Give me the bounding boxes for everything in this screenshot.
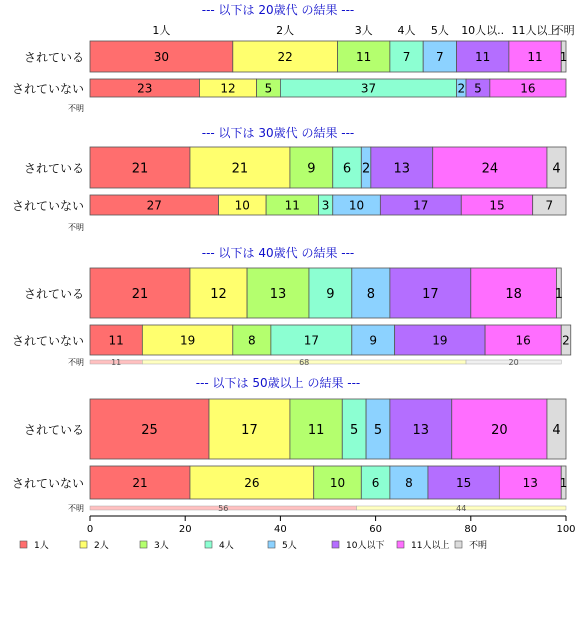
unknown-value-label: 44 bbox=[456, 504, 467, 513]
top-category-label: 1人 bbox=[152, 24, 171, 37]
legend-swatch bbox=[140, 541, 147, 548]
unknown-row-label: 不明 bbox=[68, 358, 84, 367]
segment-value-label: 27 bbox=[146, 198, 162, 213]
segment-value-label: 8 bbox=[248, 333, 256, 348]
segment-value-label: 2 bbox=[361, 161, 371, 177]
segment-value-label: 13 bbox=[412, 422, 430, 438]
segment-value-label: 13 bbox=[393, 161, 411, 177]
segment-value-label: 26 bbox=[244, 476, 260, 491]
segment-value-label: 21 bbox=[231, 161, 249, 177]
segment-value-label: 10 bbox=[329, 476, 346, 491]
legend-label: 10人以下 bbox=[346, 541, 385, 551]
legend-swatch bbox=[80, 541, 87, 548]
segment-value-label: 12 bbox=[210, 286, 227, 302]
segment-value-label: 12 bbox=[220, 81, 236, 96]
segment-value-label: 10 bbox=[234, 198, 250, 213]
row-label: されている bbox=[23, 50, 84, 65]
segment-value-label: 11 bbox=[307, 422, 325, 438]
legend-label: 1人 bbox=[34, 541, 49, 551]
unknown-value-label: 20 bbox=[508, 358, 519, 367]
segment-value-label: 4 bbox=[552, 161, 561, 177]
segment-value-label: 21 bbox=[131, 161, 149, 177]
segment-value-label: 11 bbox=[108, 333, 124, 348]
x-tick-label: 20 bbox=[178, 524, 192, 535]
segment-value-label: 13 bbox=[269, 286, 287, 302]
segment-value-label: 22 bbox=[277, 50, 293, 65]
segment-value-label: 7 bbox=[402, 50, 411, 65]
panel-title: --- 以下は 30歳代 の結果 --- bbox=[201, 126, 355, 140]
segment-value-label: 1 bbox=[554, 286, 564, 302]
segment-value-label: 16 bbox=[515, 333, 531, 348]
segment-value-label: 17 bbox=[422, 286, 439, 302]
segment-value-label: 7 bbox=[545, 198, 554, 213]
panel-title: --- 以下は 40歳代 の結果 --- bbox=[201, 246, 355, 260]
legend-swatch bbox=[455, 541, 462, 548]
segment-value-label: 18 bbox=[505, 286, 522, 302]
row-label: されていない bbox=[11, 82, 84, 96]
legend-label: 5人 bbox=[282, 541, 297, 551]
unknown-value-label: 11 bbox=[111, 358, 122, 367]
segment-value-label: 10 bbox=[348, 198, 365, 213]
segment-value-label: 20 bbox=[491, 422, 508, 438]
legend-swatch bbox=[397, 541, 404, 548]
x-tick-label: 100 bbox=[556, 524, 576, 535]
row-label: されていない bbox=[11, 199, 84, 213]
segment-value-label: 17 bbox=[413, 198, 429, 213]
segment-value-label: 11 bbox=[356, 50, 372, 65]
legend-swatch bbox=[20, 541, 27, 548]
legend-label: 4人 bbox=[219, 541, 234, 551]
row-label: されている bbox=[23, 287, 84, 301]
segment-value-label: 19 bbox=[179, 333, 196, 348]
segment-value-label: 21 bbox=[131, 286, 149, 302]
unknown-row-label: 不明 bbox=[68, 104, 84, 113]
top-category-label: 11人以上 bbox=[511, 24, 559, 37]
segment-value-label: 7 bbox=[436, 50, 444, 65]
unknown-value-label: 68 bbox=[299, 358, 310, 367]
segment-value-label: 19 bbox=[432, 333, 448, 348]
legend-label: 3人 bbox=[154, 541, 169, 551]
legend-label: 11人以上 bbox=[411, 541, 450, 551]
row-label: されている bbox=[23, 161, 84, 176]
legend-swatch bbox=[205, 541, 212, 548]
segment-value-label: 25 bbox=[141, 422, 158, 438]
segment-value-label: 23 bbox=[137, 81, 153, 96]
top-category-label: 不明 bbox=[552, 24, 575, 37]
segment-value-label: 11 bbox=[475, 50, 491, 65]
segment-value-label: 1 bbox=[559, 50, 568, 65]
row-label: されていない bbox=[11, 476, 84, 491]
segment-value-label: 30 bbox=[153, 50, 170, 65]
segment-value-label: 15 bbox=[489, 198, 505, 213]
segment-value-label: 3 bbox=[321, 198, 330, 213]
unknown-value-label: 56 bbox=[218, 504, 229, 513]
segment-value-label: 37 bbox=[360, 81, 377, 96]
x-tick-label: 60 bbox=[369, 524, 382, 535]
row-label: されていない bbox=[11, 334, 84, 348]
segment-value-label: 17 bbox=[241, 422, 258, 438]
unknown-row-label: 不明 bbox=[68, 223, 84, 232]
segment-value-label: 11 bbox=[527, 50, 543, 65]
segment-value-label: 17 bbox=[303, 333, 319, 348]
top-category-label: 3人 bbox=[354, 24, 373, 37]
segment-value-label: 15 bbox=[456, 476, 472, 491]
segment-value-label: 13 bbox=[522, 476, 538, 491]
segment-value-label: 9 bbox=[369, 333, 378, 348]
x-tick-label: 0 bbox=[86, 524, 94, 535]
row-label: されている bbox=[23, 423, 84, 437]
segment-value-label: 8 bbox=[366, 286, 375, 302]
segment-value-label: 5 bbox=[264, 81, 273, 96]
segment-value-label: 8 bbox=[405, 476, 413, 491]
segment-value-label: 24 bbox=[481, 161, 499, 177]
top-category-label: 4人 bbox=[397, 24, 416, 37]
legend-swatch bbox=[268, 541, 275, 548]
segment-value-label: 5 bbox=[373, 422, 383, 438]
panel-title: --- 以下は 20歳代 の結果 --- bbox=[201, 3, 355, 17]
segment-value-label: 11 bbox=[284, 198, 300, 213]
segment-value-label: 4 bbox=[552, 422, 561, 438]
segment-value-label: 5 bbox=[474, 81, 482, 96]
top-category-label: 2人 bbox=[276, 24, 295, 37]
legend-swatch bbox=[332, 541, 339, 548]
segment-value-label: 5 bbox=[350, 422, 359, 438]
segment-value-label: 9 bbox=[326, 286, 335, 302]
x-tick-label: 40 bbox=[274, 524, 287, 535]
x-tick-label: 80 bbox=[464, 524, 478, 535]
segment-value-label: 2 bbox=[562, 333, 570, 348]
segment-value-label: 6 bbox=[342, 161, 352, 177]
unknown-row-label: 不明 bbox=[68, 504, 84, 513]
segment-value-label: 16 bbox=[520, 81, 536, 96]
segment-value-label: 1 bbox=[559, 476, 568, 491]
top-category-label: 5人 bbox=[430, 24, 449, 37]
panel-title: --- 以下は 50歳以上 の結果 --- bbox=[195, 376, 361, 390]
legend-label: 不明 bbox=[469, 541, 488, 551]
top-category-label: 10人以.. bbox=[461, 24, 505, 37]
segment-value-label: 6 bbox=[371, 476, 380, 491]
segment-value-label: 9 bbox=[307, 161, 316, 177]
legend-label: 2人 bbox=[94, 541, 109, 551]
segment-value-label: 21 bbox=[132, 476, 148, 491]
segment-value-label: 2 bbox=[457, 81, 466, 96]
